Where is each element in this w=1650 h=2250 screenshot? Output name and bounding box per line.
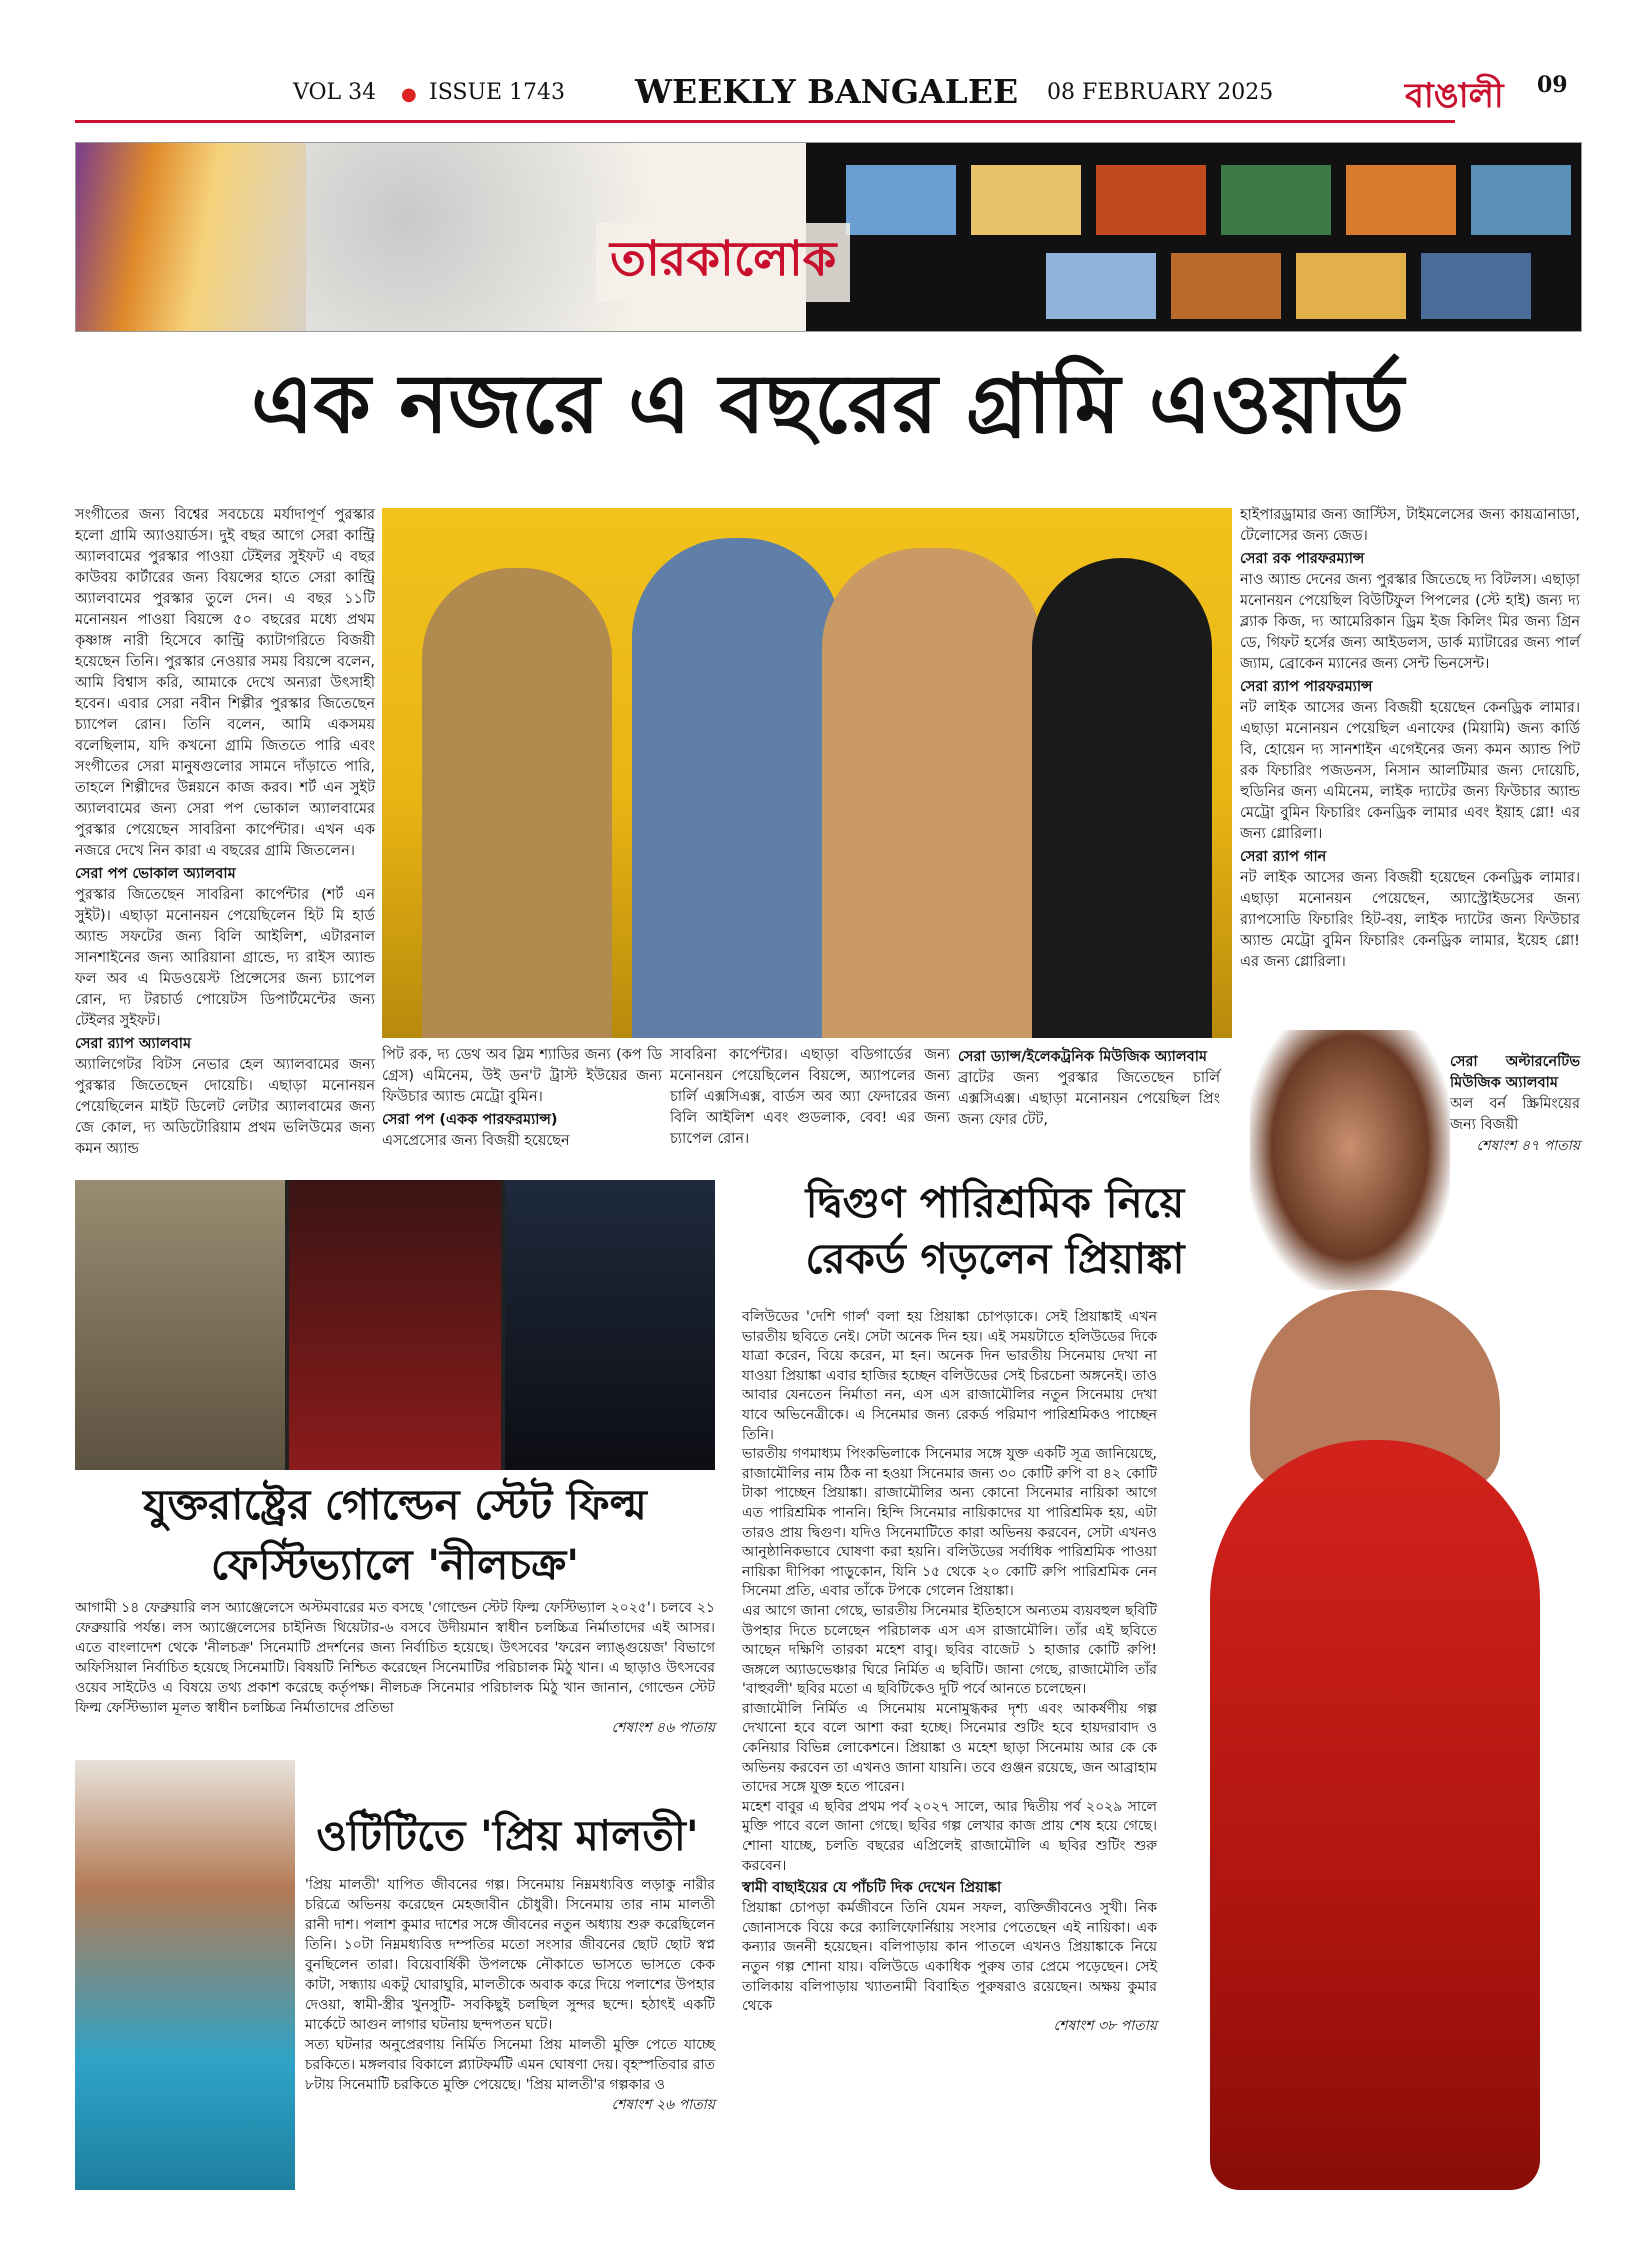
actress-photo <box>289 1180 501 1470</box>
winner-figure-2 <box>632 538 842 1038</box>
film-frame <box>1346 165 1456 235</box>
grammy-winners-photo <box>382 508 1232 1038</box>
subhead-pop-vocal: সেরা পপ ভোকাল অ্যালবাম <box>75 866 236 882</box>
subhead-pop-solo: সেরা পপ (একক পারফরম্যান্স) <box>382 1112 558 1128</box>
malati-continued: শেষাংশ ২৬ পাতায় <box>611 2097 715 2113</box>
subhead-dance: সেরা ড্যান্স/ইলেকট্রনিক মিউজিক অ্যালবাম <box>958 1049 1207 1065</box>
priyanka-text-5: মহেশ বাবুর এ ছবির প্রথম পর্ব ২০২৭ সালে, আর দ্বিতীয় পর্ব ২০২৯ সালে মুক্তি পাবে বলে জানা গেছে। ছবির গল্প লেখার কাজ প্রায় শেষ হয়ে গেছে। শোনা যাচ্ছে, চলতি বছরের এপ্রিলেই রাজামৌলি এ ছবির শুটিং শুরু করবেন। <box>742 1798 1157 1874</box>
priyanka-headline-line-2: রেকর্ড গড়লেন প্রিয়াঙ্কা <box>805 1234 1185 1283</box>
grammy-column-3 <box>670 1045 950 1150</box>
film-frame <box>1421 253 1531 319</box>
film-strip-art <box>806 143 1581 331</box>
winner-figure-3 <box>822 548 1042 1038</box>
nilchakra-headline-line-1: যুক্তরাষ্ট্রের গোল্ডেন স্টেট ফিল্ম <box>143 1480 647 1529</box>
grammy-column-1 <box>75 505 375 1160</box>
nilchakra-body <box>75 1598 715 1738</box>
film-frame <box>1096 165 1206 235</box>
priyanka-text-1: বলিউডের 'দেশি গার্ল' বলা হয় প্রিয়াঙ্কা চোপড়াকে। সেই প্রিয়াঙ্কাই এখন ভারতীয় ছবিতে নেই। সেটা অনেক দিন হয়। এই সময়টাতে হলিউডের দিকে যাত্রা করেন, বিয়ে করেন, মা হন। অনেক দিন ভারতীয় সিনেমায় দেখা না যাওয়া প্রিয়াঙ্কা এবার হাজির হচ্ছেন বলিউডের সেই চিরচেনা অঙ্গনেই। তাও আবার যেনতেন নির্মাতা নন, এস এস রাজামৌলির নতুন সিনেমায় দেখা যাবে অভিনেত্রীকে। এ সিনেমার জন্য রেকর্ড পরিমাণ পারিশ্রমিকও পাচ্ছেন তিনি। <box>742 1309 1157 1443</box>
alternative-text: অল বর্ন স্ক্রিমিংয়ের জন্য বিজয়ী <box>1450 1096 1580 1133</box>
subhead-husband: স্বামী বাছাইয়ের যে পাঁচটি দিক দেখেন প্রিয়াঙ্কা <box>742 1880 1002 1897</box>
grammy-column-right <box>1240 505 1580 973</box>
paper-title: WEEKLY BANGALEE <box>635 72 1019 111</box>
subhead-rap-performance: সেরা র‍্যাপ পারফরম্যান্স <box>1240 679 1373 695</box>
page-number: 09 <box>1537 72 1568 98</box>
banner-art-left <box>76 143 306 331</box>
right-top-text: হাইপারড্রামার জন্য জাস্টিস, টাইমলেসের জন্য কায়ত্রানাডা, টেলোসের জন্য জেড। <box>1240 507 1580 544</box>
bullet-dot: ● <box>401 84 417 105</box>
pop-vocal-text: পুরস্কার জিতেছেন সাবরিনা কার্পেন্টার (শর্ট এন সুইট)। এছাড়া মনোনয়ন পেয়েছিলেন হিট মি হার্ড অ্যান্ড সফটের জন্য বিলি আইলিশ, এটারনাল সানশাইনের জন্য আরিয়ানা গ্রান্ডে, দ্য রাইস অ্যান্ড ফল অব এ মিডওয়েস্ট প্রিন্সেসের জন্য চ্যাপেল রোন, দ্য টরচার্ড পোয়েটস ডিপার্টমেন্টের জন্য টেইলর সুইফট। <box>75 887 375 1029</box>
grammy-intro: সংগীতের জন্য বিশ্বের সবচেয়ে মর্যাদাপূর্ণ পুরস্কার হলো গ্রামি অ্যাওয়ার্ডস। দুই বছর আগে সেরা কান্ট্রি অ্যালবামের পুরস্কার পাওয়া টেইলর সুইফট এ বছর কাউবয় কার্টারের জন্য বিয়ন্সের হাতে সেরা কান্ট্রি অ্যালবামের পুরস্কার তুলে দেন। এ বছর ১১টি মনোনয়ন পাওয়া বিয়ন্সে ৫০ বছরের মধ্যে প্রথম কৃষ্ণাঙ্গ নারী হিসেবে কান্ট্রি ক্যাটাগরিতে বিজয়ী হয়েছেন তিনি। পুরস্কার নেওয়ার সময় বিয়ন্সে বলেন, আমি বিশ্বাস করি, আমাকে দেখে অন্যরা উৎসাহী হবেন। এবার সেরা নবীন শিল্পীর পুরস্কার জিতেছেন চ্যাপেল রোন। তিনি বলেন, আমি একসময় বলেছিলাম, যদি কখনো গ্রামি জিততে পারি এবং সংগীতের সেরা মানুষগুলোর সামনে দাঁড়াতে পারি, তাহলে শিল্পীদের উন্নয়নে কাজ করব। শর্ট এন সুইট অ্যালবামের জন্য সেরা পপ ভোকাল অ্যালবামের পুরস্কার পেয়েছেন সাবরিনা কার্পেন্টার। এখন এক নজরে দেখে নিন কারা এ বছরের গ্রামি জিতলেন। <box>75 507 375 859</box>
section-title: তারকালোক <box>596 223 850 302</box>
priyanka-text-3: এর আগে জানা গেছে, ভারতীয় সিনেমার ইতিহাসে অন্যতম ব্যয়বহুল ছবিটি উপহার দিতে চলেছেন পরিচালক এস এস রাজামৌলি। তাঁর এই ছবিতে আছেন দক্ষিণি তারকা মহেশ বাবু। ছবির বাজেট ১ হাজার কোটি রুপি! জঙ্গলে অ্যাডভেঞ্চার ঘিরে নির্মিত এ ছবিটি। জানা গেছে, রাজামৌলি তাঁর 'বাহুবলী' ছবির মতো এ ছবিটিকেও দুটি পর্বে আনতে চলেছেন। <box>742 1602 1157 1698</box>
subhead-alternative: সেরা অল্টারনেটিভ মিউজিক অ্যালবাম <box>1450 1054 1580 1091</box>
priyanka-portrait <box>1250 1030 1450 1290</box>
volume-number: VOL 34 <box>293 80 377 105</box>
winner-figure-4 <box>1032 558 1212 1038</box>
red-dress <box>1210 1440 1540 2190</box>
subhead-rap-album: সেরা র‍্যাপ অ্যালবাম <box>75 1036 192 1052</box>
nilchakra-headline-line-2: ফেস্টিভ্যালে 'নীলচক্র' <box>210 1540 580 1589</box>
dance-text: ব্রাটের জন্য পুরস্কার জিতেছেন চার্লি এক্সসিএক্স। এছাড়া মনোনয়ন পেয়েছিল প্রিং জন্য ফোর টেট, <box>958 1070 1220 1128</box>
grammy-column-4 <box>958 1045 1220 1131</box>
grammy-alt-block <box>1450 1050 1580 1157</box>
col2-text: পিট রক, দ্য ডেথ অব স্লিম শ্যাডির জন্য (কপ ডি গ্রেস) এমিনেম, উই ডন'ট ট্রাস্ট ইউয়ের জন্য ফিউচার অ্যান্ড মেট্রো বুমিন। <box>382 1047 662 1105</box>
nilchakra-headline <box>75 1475 715 1595</box>
grammy-headline: এক নজরে এ বছরের গ্রামি এওয়ার্ড <box>250 357 1405 452</box>
section-banner <box>75 142 1582 332</box>
col3-text: সাবরিনা কার্পেন্টার। এছাড়া বডিগার্ডের জন্য মনোনয়ন পেয়েছিলেন বিয়ন্সে, অ্যাপলের জন্য চার্লি এক্সসিএক্স, বার্ডস অব অ্যা ফেদারের জন্য বিলি আইলিশ এবং গুডলাক, বেব! এর জন্য চ্যাপেল রোন। <box>670 1047 950 1147</box>
priyanka-headline-line-1: দ্বিগুণ পারিশ্রমিক নিয়ে <box>805 1178 1185 1227</box>
actor-photo-1 <box>75 1180 285 1470</box>
priyanka-text-6: প্রিয়াঙ্কা চোপড়া কর্মজীবনে তিনি যেমন সফল, ব্যক্তিজীবনেও সুখী। নিক জোনাসকে বিয়ে করে ক্যালিফোর্নিয়ায় সংসার পেতেছেন এই নায়িকা। এক কন্যার জননী হয়েছেন। বলিপাড়ায় কান পাতলে এখনও প্রিয়াঙ্কাকে নিয়ে নতুন গল্প শোনা যায়। বলিউডে একাধিক পুরুষ তার প্রেমে পড়েছেন। সেই তালিকায় বলিপাড়ায় খ্যাতনামী বিবাহিত পুরুষরাও রয়েছেন। অক্ষয় কুমার থেকে <box>742 1900 1157 2015</box>
actor-photo-2 <box>505 1180 715 1470</box>
grammy-column-2 <box>382 1045 662 1152</box>
priyanka-text-2: ভারতীয় গণমাধ্যম পিংকভিলাকে সিনেমার সঙ্গে যুক্ত একটি সূত্র জানিয়েছে, রাজামৌলির নাম ঠিক না হওয়া সিনেমার জন্য ৩০ কোটি রুপি বা ৪২ কোটি টাকা পাচ্ছেন প্রিয়াঙ্কা। রাজামৌলির অন্য কোনো সিনেমার নায়িকা আগে এত পারিশ্রমিক পাননি। হিন্দি সিনেমার নায়িকাদের যা পারিশ্রমিক হয়, এটা তারও প্রায় দ্বিগুণ। যদিও সিনেমাটিতে কারা অভিনয় করবেন, সেটা এখনও আনুষ্ঠানিকভাবে ঘোষণা করা হয়নি। বলিউডের সর্বাধিক পারিশ্রমিক পাওয়া নায়িকা দীপিকা পাড়ুকোন, যিনি ১৫ থেকে ২০ কোটি রুপি পারিশ্রমিক নেন সিনেমা প্রতি, এবার তাঁকে টপকে গেলেন প্রিয়াঙ্কা। <box>742 1446 1157 1600</box>
priyanka-continued: শেষাংশ ৩৮ পাতায় <box>1053 2017 1157 2034</box>
priyanka-text-4: রাজামৌলি নির্মিত এ সিনেমায় মনোমুগ্ধকর দৃশ্য এবং আকর্ষণীয় গল্প দেখানো হবে বলে আশা করা হচ্ছে। সিনেমার শুটিং হবে হায়দরাবাদ ও কেনিয়ার বিভিন্ন লোকেশনে। প্রিয়াঙ্কা ও মহেশ ছাড়া সিনেমায় আর কে কে অভিনয় করবেন তা এখনও জানা যায়নি। তবে গুঞ্জন রয়েছে, জন আব্রাহাম তাদের সঙ্গে যুক্ত হতে পারেন। <box>742 1700 1157 1796</box>
rap-album-text: অ্যালিগেটর বিটস নেভার হেল অ্যালবামের জন্য পুরস্কার জিতেছেন দোয়েচি। এছাড়া মনোনয়ন পেয়েছিলেন মাইট ডিলেট লেটার অ্যালবামের জন্য জে কোল, দ্য অডিটোরিয়াম প্রথম ভলিউমের জন্য কমন অ্যান্ড <box>75 1057 375 1157</box>
rock-text: নাও অ্যান্ড দেনের জন্য পুরস্কার জিতেছে দ্য বিটলস। এছাড়া মনোনয়ন পেয়েছিল বিউটিফুল পিপলের (স্টে হাই) জন্য দ্য ব্ল্যাক কিজ, দ্য আমেরিকান ড্রিম ইজ কিলিং মির জন্য গ্রিন ডে, গিফট হর্সের জন্য আইডলস, ডার্ক ম্যাটারের জন্য পার্ল জ্যাম, ব্রোকেন ম্যানের জন্য সেন্ট ভিনসেন্ট। <box>1240 572 1580 672</box>
masthead <box>75 70 1580 120</box>
malati-text-1: 'প্রিয় মালতী' যাপিত জীবনের গল্প। সিনেমায় নিম্নমধ্যবিত্ত লড়াকু নারীর চরিত্রে অভিনয় করেছেন মেহজাবীন চৌধুরী। সিনেমায় তার নাম মালতী রানী দাশ। পলাশ কুমার দাশের সঙ্গে জীবনের নতুন অধ্যায় শুরু করেছিলেন তিনি। ১০টা নিম্নমধ্যবিত্ত দম্পতির মতো সংসার জীবনের ছোট ছোট স্বপ্ন বুনছিলেন তারা। বিয়েবার্ষিকী উপলক্ষে নৌকাতে ভাসতে ভাসতে কেক কাটা, সন্ধ্যায় একটু ঘোরাঘুরি, মালতীকে অবাক করে দিয়ে পলাশের উপহার দেওয়া, স্বামী-স্ত্রীর খুনসুটি- সবকিছুই চলছিল সুন্দর ছন্দে। হঠাৎই একটি মার্কেটে আগুন লাগার ঘটনায় ছন্দপতন ঘটে। <box>305 1877 715 2033</box>
priyanka-body <box>742 1308 1157 2036</box>
film-frame <box>1471 165 1571 235</box>
subhead-rap-song: সেরা র‍্যাপ গান <box>1240 849 1327 865</box>
mehazabien-photo <box>75 1760 295 2190</box>
nilchakra-cast-photo <box>75 1180 715 1470</box>
film-frame <box>1296 253 1406 319</box>
winner-figure-1 <box>422 568 612 1038</box>
film-frame <box>846 165 956 235</box>
rap-song-text: নট লাইক আসের জন্য বিজয়ী হয়েছেন কেনড্রিক লামার। এছাড়া মনোনয়ন পেয়েছেন, অ্যাস্ট্রোইডসের জন্য র‍্যাপসোডি ফিচারিং হিট-বয়, লাইক দ্যাটের জন্য ফিউচার অ্যান্ড মেট্রো বুমিন ফিচারিং কেনড্রিক লামার, ইয়েহ গ্লো! এর জন্য গ্লোরিলা। <box>1240 870 1580 970</box>
nilchakra-continued: শেষাংশ ৪৬ পাতায় <box>611 1720 715 1736</box>
issue-number: ISSUE 1743 <box>429 80 566 105</box>
issue-date: 08 FEBRUARY 2025 <box>1047 80 1274 105</box>
priyanka-dress-photo <box>1170 1290 1580 2190</box>
film-frame <box>1046 253 1156 319</box>
priyanka-headline <box>735 1175 1255 1287</box>
masthead-rule <box>75 120 1455 123</box>
paper-logo: বাঙালী <box>1405 76 1504 116</box>
pop-solo-text: এসপ্রেসোর জন্য বিজয়ী হয়েছেন <box>382 1133 570 1149</box>
malati-text-2: সত্য ঘটনার অনুপ্রেরণায় নির্মিত সিনেমা প্রিয় মালতী মুক্তি পেতে যাচ্ছে চরকিতে। মঙ্গলবার বিকালে প্ল্যাটফর্মটি এমন ঘোষণা দেয়। বৃহস্পতিবার রাত ৮টায় সিনেমাটি চরকিতে মুক্তি পেয়েছে। 'প্রিয় মালতী'র গল্পকার ও <box>305 2037 715 2093</box>
film-frame <box>1171 253 1281 319</box>
grammy-continued: শেষাংশ ৪৭ পাতায় <box>1476 1138 1580 1154</box>
nilchakra-text: আগামী ১৪ ফেব্রুয়ারি লস অ্যাঞ্জেলেসে অস্টমবারের মত বসছে 'গোল্ডেন স্টেট ফিল্ম ফেস্টিভ্যাল ২০২৫'। চলবে ২১ ফেব্রুয়ারি পর্যন্ত। লস অ্যাঞ্জেলেসের চাইনিজ থিয়েটার-৬ বসবে উদীয়মান স্বাধীন চলচ্চিত্র নির্মাতাদের এই আসর। এতে বাংলাদেশ থেকে 'নীলচক্র' সিনেমাটি প্রদর্শনের জন্য নির্বাচিত হয়েছে। উৎসবের 'ফরেন ল্যাঙ্গুয়েজ' বিভাগে অফিসিয়াল নির্বাচিত হয়েছে সিনেমাটি। বিষয়টি নিশ্চিত করেছেন সিনেমাটির পরিচালক মিঠু খান। এ ছাড়াও উৎসবের ওয়েব সাইটেও এ বিষয়ে তথ্য প্রকাশ করেছে কর্তৃপক্ষ। নীলচক্র সিনেমার পরিচালক মিঠু খান জানান, গোল্ডেন স্টেট ফিল্ম ফেস্টিভ্যাল মূলত স্বাধীন চলচ্চিত্র নির্মাতাদের প্রতিভা <box>75 1600 715 1716</box>
rap-performance-text: নট লাইক আসের জন্য বিজয়ী হয়েছেন কেনড্রিক লামার। এছাড়া মনোনয়ন পেয়েছিল এনাফের (মিয়ামি) জন্য কার্ডি বি, হোয়েন দ্য সানশাইন এগেইনের জন্য কমন অ্যান্ড পিট রক ফিচারিং পজডনস, নিসান আলটিমার জন্য দোয়েচি, হুডিনির জন্য এমিনেম, লাইক দ্যাটের জন্য ফিউচার অ্যান্ড মেট্রো বুমিন ফিচারিং কেনড্রিক লামার এবং ইয়াহ গ্লো! এর জন্য গ্লোরিলা। <box>1240 700 1580 842</box>
malati-body <box>305 1875 715 2115</box>
film-frame <box>971 165 1081 235</box>
film-frame <box>1221 165 1331 235</box>
subhead-rock: সেরা রক পারফরম্যান্স <box>1240 551 1365 567</box>
malati-headline: ওটিটিতে 'প্রিয় মালতী' <box>316 1811 699 1860</box>
